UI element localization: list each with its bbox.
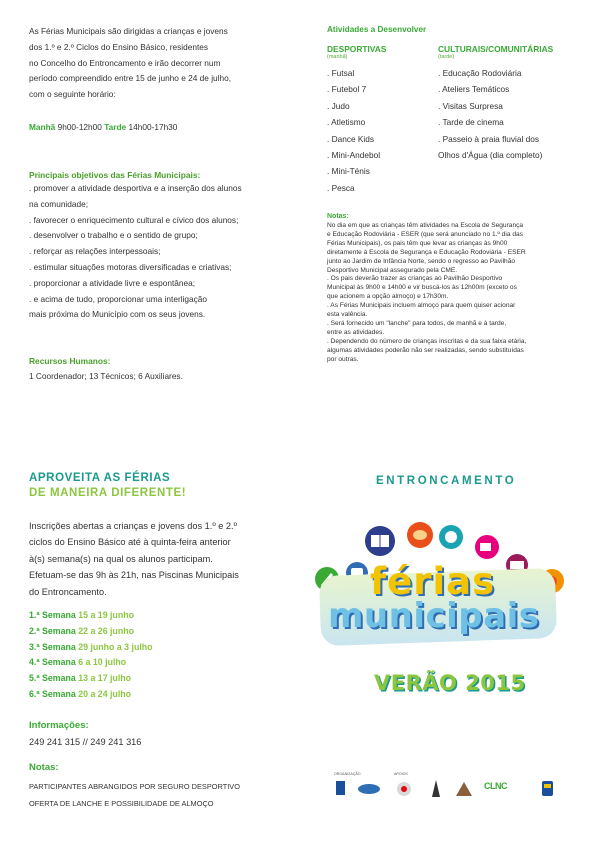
info-title: Informações: — [29, 720, 89, 731]
objective-line: . desenvolver o trabalho e o sentido de grupo; — [29, 230, 198, 241]
note-line: . As Férias Municipais incluem almoço para quem quiser acionar — [327, 302, 516, 310]
sports-title: DESPORTIVAS — [327, 44, 387, 54]
morning-time: 9h00-12h00 — [57, 122, 102, 132]
note-line: entre as atividades. — [327, 328, 385, 336]
intro-line: com o seguinte horário: — [29, 89, 116, 100]
note-line: . Dependendo do número de crianças inscritas e da sua faixa etária, — [327, 337, 527, 345]
schedule — [29, 120, 177, 136]
sponsor-label: APOIOS — [394, 772, 408, 776]
note-line: diretamente à Escola de Segurança e Educação Rodoviária - ESER — [327, 248, 526, 256]
promo-body — [29, 518, 299, 600]
sponsor-logo-e — [542, 781, 553, 796]
intro-line: no Concelho do Entroncamento e irão decorrer num — [29, 57, 221, 68]
note-line: junto ao Jardim de Infância Norte, sendo o regresso ao Pavilhão — [327, 257, 516, 265]
morning-label: Manhã — [29, 122, 56, 132]
promo-line1: APROVEITA AS FÉRIAS — [29, 472, 171, 484]
sports-column — [327, 44, 386, 196]
ball-icon — [439, 525, 463, 549]
cultural-item: . Passeio à praia fluvial dos — [438, 133, 540, 144]
sport-item: . Dance Kids — [327, 133, 375, 144]
note-line: Desportivo Municipal assegurado pela CME. — [327, 266, 458, 274]
cultural-item: . Ateliers Temáticos — [438, 84, 510, 95]
note-line: que acionem a opção almoço) e 17h30m. — [327, 293, 449, 301]
objective-line: . reforçar as relações interpessoais; — [29, 246, 161, 257]
objective-line: na comunidade; — [29, 198, 89, 209]
note-line: esta valência. — [327, 311, 368, 319]
info-phones: 249 241 315 // 249 241 316 — [29, 737, 142, 747]
objective-line: . estimular situações motoras diversificadas e criativas; — [29, 261, 232, 272]
promo-line: ciclos do Ensino Básico até à quinta-feira anterior — [29, 537, 231, 548]
objective-line: . favorecer o enriquecimento cultural e cívico dos alunos; — [29, 214, 239, 225]
note-line: . Os pais deverão trazer as crianças ao Pavilhão Desportivo — [327, 275, 503, 283]
sponsor-logo-b — [397, 782, 411, 796]
intro-line: período compreendido entre 15 de junho e 24 de julho, — [29, 73, 232, 84]
sport-item: . Pesca — [327, 182, 355, 193]
note-bottom-line: OFERTA DE LANCHE E POSSIBILIDADE DE ALMOÇO — [29, 799, 214, 808]
afternoon-time: 14h00-17h30 — [128, 122, 178, 132]
cultural-item: . Educação Rodoviária — [438, 68, 522, 78]
cultural-title: CULTURAIS/COMUNITÁRIAS — [438, 44, 554, 54]
week-row: 3.ª Semana 29 junho a 3 julho — [29, 641, 153, 652]
cultural-item: . Visitas Surpresa — [438, 100, 503, 111]
objective-line: . proporcionar a atividade livre e espontânea; — [29, 277, 196, 288]
resources-title: Recursos Humanos: — [29, 356, 111, 366]
intro-block — [29, 24, 291, 103]
week-row: 5.ª Semana 13 a 17 julho — [29, 673, 132, 684]
sponsor-label: ORGANIZAÇÃO — [334, 772, 361, 776]
note-line: Férias Municipais), os pais têm que levar as crianças às 9h00 — [327, 239, 508, 247]
notes-bottom-title: Notas: — [29, 762, 59, 773]
objective-line: mais próxima do Município com os seus jovens. — [29, 309, 206, 320]
sponsor-logos — [334, 778, 564, 800]
cultural-item: Olhos d'Água (dia completo) — [438, 150, 543, 161]
sponsor-logo-d — [456, 782, 472, 796]
notes-bottom-block — [29, 778, 240, 812]
note-line: Municipal às 9h00 e 14h00 e vir buscá-los às 12h00m (exceto os — [327, 284, 517, 292]
promo-line: do Entroncamento. — [29, 586, 107, 597]
afternoon-label: Tarde — [104, 122, 127, 132]
municipality-logo — [336, 781, 345, 795]
notes-top-title: Notas: — [327, 213, 349, 220]
objective-line: . e acima de tudo, proporcionar uma interligação — [29, 293, 208, 304]
note-line: No dia em que as crianças têm atividades na Escola de Segurança — [327, 222, 524, 229]
activities-title: Atividades a Desenvolver — [327, 25, 427, 34]
promo-heading — [29, 471, 186, 501]
town-title: ENTRONCAMENTO — [376, 475, 517, 487]
objective-line: . promover a atividade desportiva e a inserção dos alunos — [29, 183, 242, 193]
weeks-list — [29, 608, 153, 703]
week-row: 1.ª Semana 15 a 19 junho — [29, 610, 134, 620]
week-row: 2.ª Semana 22 a 26 junho — [29, 625, 134, 636]
book-icon — [365, 526, 395, 556]
note-line: e Educação Rodoviária - ESER (que será anunciado no 1.º dia das — [327, 230, 523, 238]
clnc-logo: CLNC — [484, 781, 507, 791]
sport-item: . Mini-Ténis — [327, 166, 370, 177]
sponsor-logo-c — [432, 780, 440, 797]
promo-line2: DE MANEIRA DIFERENTE! — [29, 487, 187, 499]
sponsor-logo-a — [358, 784, 380, 794]
cultural-column — [438, 44, 553, 163]
note-line: . Será fornecido um "lanche" para todos, de manhã e à tarde, — [327, 319, 507, 327]
intro-line: dos 1.º e 2.º Ciclos do Ensino Básico, residentes — [29, 41, 209, 52]
sport-item: . Judo — [327, 100, 350, 111]
week-row: 6.ª Semana 20 a 24 julho — [29, 688, 132, 699]
sport-item: . Mini-Andebol — [327, 150, 381, 161]
sport-item: . Atletismo — [327, 117, 366, 128]
camera-icon — [475, 535, 499, 559]
season-title: VERÃO 2015 — [374, 671, 526, 695]
cultural-sub: (tarde) — [438, 54, 455, 60]
resources-text: 1 Coordenador; 13 Técnicos; 6 Auxiliares. — [29, 371, 183, 381]
palette-icon — [407, 522, 433, 548]
sport-item: . Futsal — [327, 68, 355, 78]
logo-word1: férias — [370, 560, 496, 603]
note-bottom-line: PARTICIPANTES ABRANGIDOS POR SEGURO DESPORTIVO — [29, 782, 240, 791]
ferias-logo — [318, 560, 568, 650]
promo-line: Efetuam-se das 9h às 21h, nas Piscinas Municipais — [29, 570, 239, 581]
promo-line: à(s) semana(s) na qual os alunos participam. — [29, 553, 213, 564]
cultural-item: . Tarde de cinema — [438, 117, 504, 128]
sport-item: . Futebol 7 — [327, 84, 367, 95]
objectives-list — [29, 181, 291, 323]
week-row: 4.ª Semana 6 a 10 julho — [29, 657, 127, 668]
note-line: por outras. — [327, 355, 359, 363]
objectives-title: Principais objetivos das Férias Municipais: — [29, 170, 201, 180]
intro-line: As Férias Municipais são dirigidas a crianças e jovens — [29, 26, 228, 36]
note-line: algumas atividades poderão não ser realizadas, sendo substituídas — [327, 346, 524, 354]
sports-sub: (manhã) — [327, 54, 348, 60]
promo-line: Inscrições abertas a crianças e jovens dos 1.º e 2.º — [29, 521, 237, 531]
logo-word2: municipais — [328, 596, 540, 636]
notes-top-block — [327, 222, 572, 365]
